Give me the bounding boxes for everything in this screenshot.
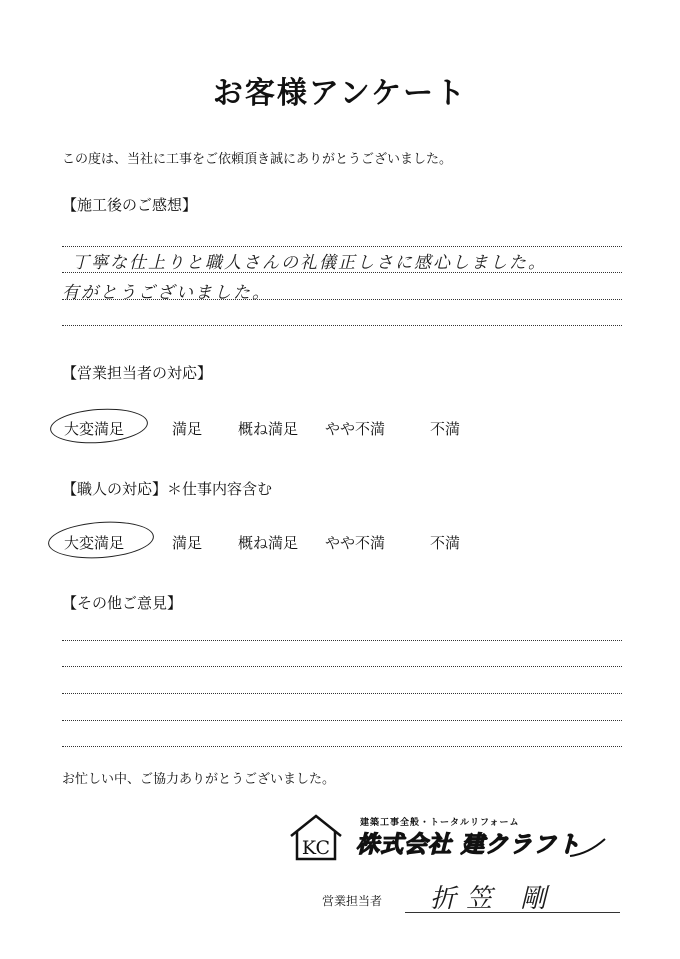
impressions-heading: 【施工後のご感想】 (62, 196, 198, 214)
logo-swoosh-icon (568, 836, 608, 860)
craftsman-option-very-satisfied[interactable]: 大変満足 (64, 534, 125, 552)
closing-text: お忙しい中、ご協力ありがとうございました。 (62, 772, 336, 787)
signature-line (405, 912, 620, 913)
craftsman-option-satisfied[interactable]: 満足 (172, 534, 203, 552)
house-logo-icon (288, 812, 344, 862)
comments-rule-1 (62, 640, 622, 641)
impressions-rule-4 (62, 325, 622, 326)
impressions-rule-1 (62, 246, 622, 247)
comments-rule-5 (62, 746, 622, 747)
sales-option-somewhat-dissatisfied[interactable]: やや不満 (325, 420, 386, 438)
craftsman-option-dissatisfied[interactable]: 不満 (430, 534, 461, 552)
sales-staff-label: 営業担当者 (322, 894, 383, 908)
other-comments-heading: 【その他ご意見】 (62, 594, 183, 612)
company-tagline: 建築工事全般・トータルリフォーム (360, 818, 520, 828)
intro-text: この度は、当社に工事をご依頼頂き誠にありがとうございました。 (62, 152, 453, 167)
sales-option-satisfied[interactable]: 満足 (172, 420, 203, 438)
craftsman-option-somewhat-dissatisfied[interactable]: やや不満 (325, 534, 386, 552)
craftsman-option-mostly-satisfied[interactable]: 概ね満足 (238, 534, 299, 552)
comments-rule-3 (62, 693, 622, 694)
sales-option-mostly-satisfied[interactable]: 概ね満足 (238, 420, 299, 438)
company-name: 株式会社 建クラフト (356, 832, 582, 858)
comments-rule-4 (62, 720, 622, 721)
sales-response-heading: 【営業担当者の対応】 (62, 364, 213, 382)
comments-rule-2 (62, 666, 622, 667)
impressions-handwritten-line-1: 丁寧な仕上りと職人さんの礼儀正しさに感心しました。 (72, 253, 547, 273)
logo-initials: KC (301, 837, 331, 859)
sales-option-very-satisfied[interactable]: 大変満足 (64, 420, 125, 438)
page-title: お客様アンケート (212, 76, 468, 111)
craftsman-response-heading: 【職人の対応】＊仕事内容含む (62, 480, 273, 498)
sales-option-dissatisfied[interactable]: 不満 (430, 420, 461, 438)
impressions-handwritten-line-2: 有がとうございました。 (62, 283, 271, 303)
staff-signature: 折笠 剛 (430, 884, 557, 914)
